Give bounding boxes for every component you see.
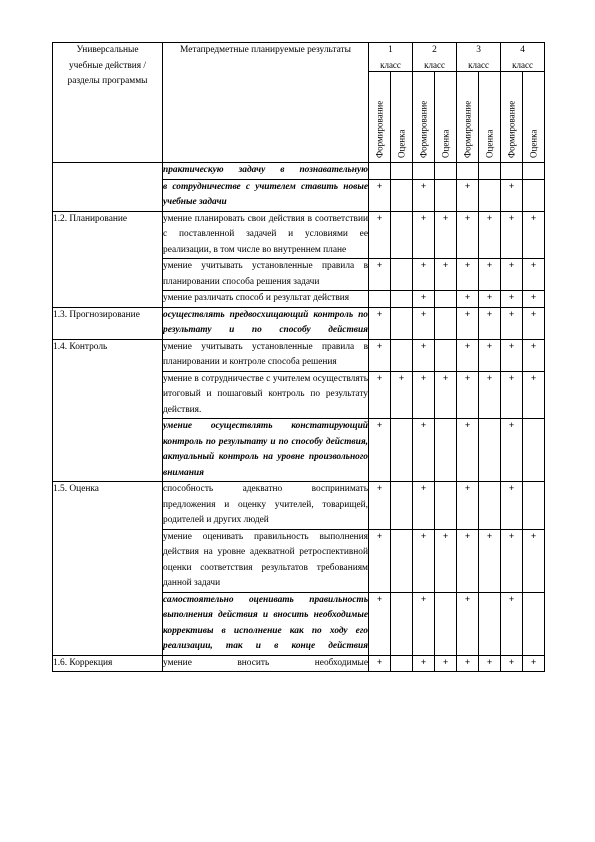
mark-cell: +: [435, 211, 457, 259]
mark-cell: +: [413, 592, 435, 655]
mark-cell: +: [457, 211, 479, 259]
mark-cell: +: [435, 371, 457, 419]
mark-cell: +: [413, 482, 435, 530]
result-cell: умение различать способ и результат действия: [163, 291, 369, 308]
mark-cell: +: [369, 307, 391, 339]
mark-cell: [391, 179, 413, 211]
mark-cell: [391, 339, 413, 371]
mark-cell: +: [413, 655, 435, 672]
table-row: [53, 482, 545, 530]
mark-cell: [391, 482, 413, 530]
section-cell: 1.5. Оценка: [53, 482, 163, 656]
grade-number: 2: [432, 45, 437, 55]
mark-cell: +: [523, 655, 545, 672]
mark-cell: [435, 163, 457, 180]
mark-cell: [479, 482, 501, 530]
mark-cell: +: [523, 211, 545, 259]
subheader-evaluation: [435, 72, 457, 163]
mark-cell: [435, 179, 457, 211]
table-row: [53, 339, 545, 371]
mark-cell: +: [501, 529, 523, 592]
mark-cell: +: [369, 371, 391, 419]
mark-cell: +: [523, 259, 545, 291]
mark-cell: +: [413, 419, 435, 482]
grade-word: класс: [468, 59, 489, 70]
mark-cell: [435, 482, 457, 530]
mark-cell: +: [501, 419, 523, 482]
grade-header-3: [457, 43, 501, 72]
mark-cell: +: [501, 482, 523, 530]
grade-word: класс: [380, 59, 401, 70]
mark-cell: [523, 179, 545, 211]
mark-cell: +: [523, 529, 545, 592]
table-row: [53, 307, 545, 339]
grade-word: класс: [512, 59, 533, 70]
table-row: [53, 655, 545, 672]
mark-cell: +: [391, 371, 413, 419]
result-cell: самостоятельно оценивать правильность выполнения действия и вносить необходимые коррективы в исполнение как по ходу его реализации, так и в конце действия: [163, 592, 369, 655]
result-cell: умение оценивать правильность выполнения действия на уровне адекватной ретроспективной оценки соответствия результатов требованиям данной задачи: [163, 529, 369, 592]
section-cell: 1.4. Контроль: [53, 339, 163, 482]
mark-cell: [479, 179, 501, 211]
result-cell: в сотрудничестве с учителем ставить новые учебные задачи: [163, 179, 369, 211]
mark-cell: +: [369, 592, 391, 655]
mark-cell: +: [369, 339, 391, 371]
mark-cell: +: [369, 211, 391, 259]
table-row: [53, 163, 545, 180]
mark-cell: +: [369, 179, 391, 211]
mark-cell: [391, 291, 413, 308]
mark-cell: +: [369, 482, 391, 530]
subheader-formation: [369, 72, 391, 163]
subheader-formation-label: Формирование: [462, 100, 473, 158]
grade-header-4: [501, 43, 545, 72]
grade-number: 1: [388, 45, 393, 55]
mark-cell: +: [435, 655, 457, 672]
subheader-evaluation-label: Оценка: [440, 129, 451, 158]
mark-cell: [391, 529, 413, 592]
subheader-evaluation-label: Оценка: [484, 129, 495, 158]
table-body: [53, 163, 545, 672]
table-row: [53, 211, 545, 259]
mark-cell: [479, 163, 501, 180]
mark-cell: +: [501, 259, 523, 291]
result-cell: умение в сотрудничестве с учителем осуществлять итоговый и пошаговый контроль по результату действия.: [163, 371, 369, 419]
mark-cell: [457, 163, 479, 180]
mark-cell: +: [413, 179, 435, 211]
mark-cell: +: [479, 371, 501, 419]
subheader-evaluation-label: Оценка: [528, 129, 539, 158]
result-cell: умение планировать свои действия в соответствии с поставленной задачей и условиями ее реализации, в том числе во внутреннем плане: [163, 211, 369, 259]
grade-header-1: [369, 43, 413, 72]
uud-table: [52, 42, 545, 672]
result-cell: умение учитывать установленные правила в планировании и контроле способа решения: [163, 339, 369, 371]
mark-cell: [391, 163, 413, 180]
mark-cell: +: [413, 259, 435, 291]
mark-cell: [369, 163, 391, 180]
mark-cell: +: [369, 259, 391, 291]
mark-cell: +: [501, 371, 523, 419]
uud-column-header: Универсальные учебные действия / разделы программы: [53, 43, 163, 163]
mark-cell: +: [369, 419, 391, 482]
subheader-formation-label: Формирование: [418, 100, 429, 158]
grade-number: 3: [476, 45, 481, 55]
mark-cell: [391, 211, 413, 259]
mark-cell: [391, 419, 413, 482]
mark-cell: [391, 592, 413, 655]
subheader-formation: [457, 72, 479, 163]
mark-cell: +: [457, 259, 479, 291]
mark-cell: +: [457, 307, 479, 339]
mark-cell: +: [501, 655, 523, 672]
mark-cell: +: [413, 529, 435, 592]
result-cell: умение осуществлять констатирующий контроль по результату и по способу действия, актуальный контроль на уровне произвольного внимания: [163, 419, 369, 482]
result-cell: практическую задачу в познавательную: [163, 163, 369, 180]
mark-cell: +: [523, 291, 545, 308]
mark-cell: +: [523, 339, 545, 371]
grade-word: класс: [424, 59, 445, 70]
mark-cell: [435, 419, 457, 482]
subheader-evaluation: [479, 72, 501, 163]
grade-number: 4: [520, 45, 525, 55]
result-cell: способность адекватно воспринимать предложения и оценку учителей, товарищей, родителей и других людей: [163, 482, 369, 530]
mark-cell: +: [479, 655, 501, 672]
mark-cell: +: [501, 211, 523, 259]
subheader-formation-label: Формирование: [374, 100, 384, 158]
mark-cell: +: [413, 291, 435, 308]
mark-cell: +: [369, 529, 391, 592]
results-column-header: Метапредметные планируемые результаты: [163, 43, 369, 163]
mark-cell: +: [479, 307, 501, 339]
mark-cell: [501, 163, 523, 180]
mark-cell: +: [435, 259, 457, 291]
mark-cell: +: [479, 529, 501, 592]
mark-cell: +: [413, 339, 435, 371]
mark-cell: [479, 419, 501, 482]
mark-cell: +: [457, 179, 479, 211]
mark-cell: +: [457, 655, 479, 672]
mark-cell: [523, 482, 545, 530]
mark-cell: +: [435, 529, 457, 592]
section-cell: 1.6. Коррекция: [53, 655, 163, 672]
mark-cell: [435, 307, 457, 339]
subheader-formation: [413, 72, 435, 163]
mark-cell: [523, 592, 545, 655]
result-cell: умение учитывать установленные правила в планировании способа решения задачи: [163, 259, 369, 291]
grade-header-2: [413, 43, 457, 72]
section-cell: 1.3. Прогнозирование: [53, 307, 163, 339]
mark-cell: +: [523, 307, 545, 339]
subheader-formation-label: Формирование: [506, 100, 517, 158]
subheader-evaluation: [391, 72, 413, 163]
mark-cell: [435, 339, 457, 371]
mark-cell: [391, 259, 413, 291]
subheader-evaluation-label: Оценка: [396, 129, 406, 158]
mark-cell: +: [479, 339, 501, 371]
result-cell: умение вносить необходимые: [163, 655, 369, 672]
mark-cell: +: [501, 291, 523, 308]
mark-cell: [391, 307, 413, 339]
mark-cell: +: [413, 307, 435, 339]
mark-cell: [413, 163, 435, 180]
mark-cell: +: [501, 592, 523, 655]
mark-cell: +: [457, 592, 479, 655]
mark-cell: +: [457, 482, 479, 530]
section-cell: 1.2. Планирование: [53, 211, 163, 307]
mark-cell: +: [413, 211, 435, 259]
mark-cell: +: [413, 371, 435, 419]
mark-cell: +: [479, 291, 501, 308]
mark-cell: +: [457, 291, 479, 308]
mark-cell: +: [479, 259, 501, 291]
mark-cell: +: [523, 371, 545, 419]
mark-cell: +: [501, 179, 523, 211]
subheader-evaluation: [523, 72, 545, 163]
section-cell: [53, 163, 163, 212]
mark-cell: [391, 655, 413, 672]
mark-cell: [479, 592, 501, 655]
mark-cell: +: [479, 211, 501, 259]
mark-cell: [523, 419, 545, 482]
mark-cell: [435, 291, 457, 308]
mark-cell: +: [457, 529, 479, 592]
mark-cell: +: [369, 655, 391, 672]
mark-cell: +: [501, 307, 523, 339]
mark-cell: [435, 592, 457, 655]
subheader-formation: [501, 72, 523, 163]
mark-cell: +: [457, 371, 479, 419]
mark-cell: +: [501, 339, 523, 371]
mark-cell: [523, 163, 545, 180]
mark-cell: [369, 291, 391, 308]
result-cell: осуществлять предвосхищающий контроль по результату и по способу действия: [163, 307, 369, 339]
mark-cell: +: [457, 339, 479, 371]
mark-cell: +: [457, 419, 479, 482]
header-row-grades: [53, 43, 545, 72]
